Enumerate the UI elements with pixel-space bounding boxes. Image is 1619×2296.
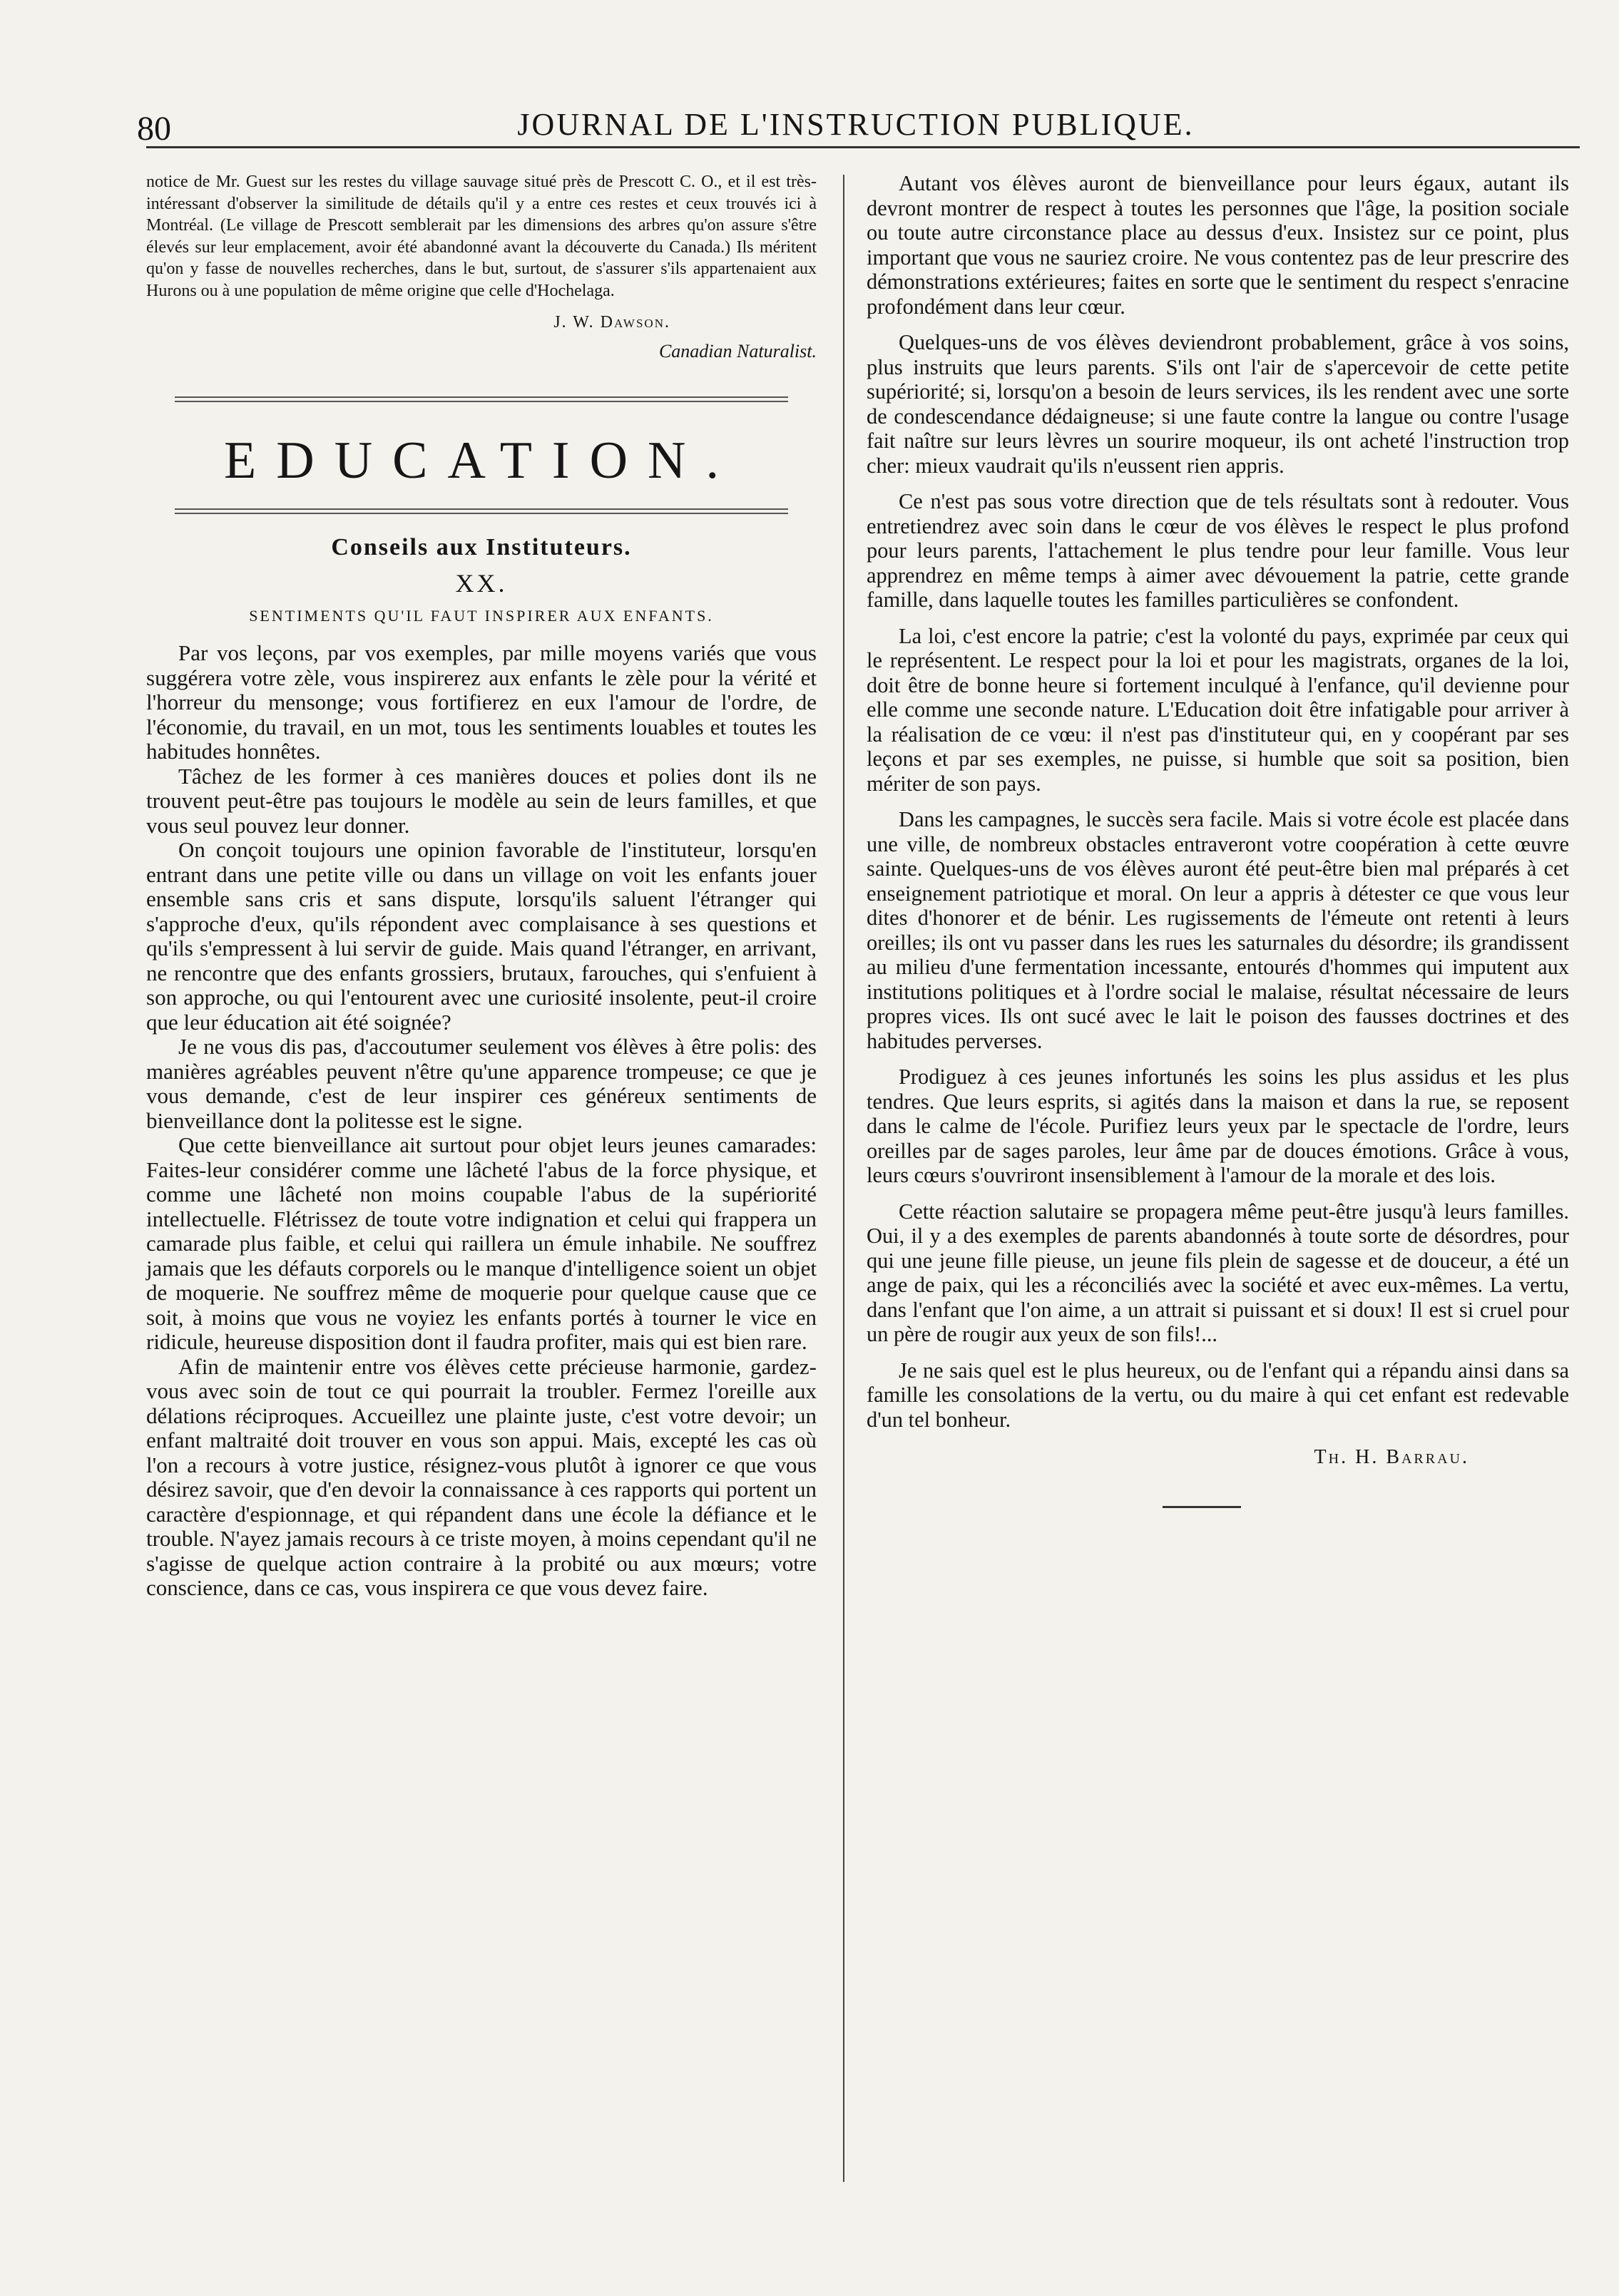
page-header (0, 96, 1619, 160)
section-rule-bottom (175, 508, 788, 514)
paragraph: Prodiguez à ces jeunes infortunés les soins les plus assidus et les plus tendres. Que leurs esprits, si agités dans la maison et dans la rue, se reposent dans le calme de l'école. Purifiez leurs yeux par le spectacle de l'ordre, leurs oreilles par de sages paroles, leur âme par de douces émotions. Grâce à vous, leurs cœurs s'ouvriront insensiblement à l'amour de la morale et des lois. (867, 1065, 1569, 1187)
paragraph: Ce n'est pas sous votre direction que de tels résultats sont à redouter. Vous entretiendrez avec soin dans le cœur de vos élèves le respect le plus profond pour leurs parents, l'attachement le plus tendre pour leur famille. Vous leur apprendrez en même temps à aimer avec dévouement la patrie, cette grande famille, dans laquelle toutes les familles particulières se confondent. (867, 489, 1569, 612)
prior-article-text: notice de Mr. Guest sur les restes du village sauvage situé près de Prescott C. O., et il est très-intéressant d'observer la similitude de détails qu'il y a entre ces restes et ceux trouvés ici à Montréal. (Le village de Prescott semblerait par les dimensions des arbres qu'on assure s'être élevés sur leur emplacement, avoir été abandonné avant la découverte du Canada.) Ils méritent qu'on y fasse de nouvelles recherches, dans le but, surtout, de s'assurer s'ils appartenaient aux Hurons ou à une population de même origine que celle d'Hochelaga. (146, 173, 817, 300)
paragraph: Je ne vous dis pas, d'accoutumer seulement vos élèves à être polis: des manières agréables peuvent n'être qu'une apparence trompeuse; ce que je vous demande, c'est de leur inspirer ces généreux sentiments de bienveillance dont la politesse est le signe. (146, 1034, 817, 1133)
paragraph: Cette réaction salutaire se propagera même peut-être jusqu'à leurs familles. Oui, il y a des exemples de parents abandonnés à toute sorte de désordres, pour qui une jeune fille pieuse, un jeune fils plein de sagesse et de douceur, a été un ange de paix, qui les a réconciliés avec la société et avec eux-mêmes. La vertu, dans l'enfant que l'on aime, a un attrait si puissant et si doux! Il est si cruel pour un père de rougir aux yeux de son fils!... (867, 1199, 1569, 1346)
article-subtitle: SENTIMENTS QU'IL FAUT INSPIRER AUX ENFANTS. (249, 607, 714, 625)
paragraph: Autant vos élèves auront de bienveillance pour leurs égaux, autant ils devront montrer de respect à toutes les personnes que l'âge, la position sociale ou toute autre circonstance place au dessus d'eux. Insistez sur ce point, plus important que vous ne sauriez croire. Ne vous contentez pas de leur prescrire des démonstrations extérieures; faites en sorte que le sentiment du respect s'enracine profondément dans leur cœur. (867, 171, 1569, 319)
paragraph: Que cette bienveillance ait surtout pour objet leurs jeunes camarades: Faites-leur considérer comme une lâcheté l'abus de la force physique, et comme une lâcheté non moins coupable l'abus de la supériorité intellectuelle. Flétrissez de toute votre indignation et celui qui frappera un camarade plus faible, et celui qui raillera un émule inhabile. Ne souffrez jamais que les défauts corporels ou le manque d'intelligence soient un objet de moquerie. Ne souffrez même de moquerie pour quelque cause que ce soit, à moins que vous ne voyiez les enfants portés à tourner le vice en ridicule, heureuse disposition dont il faudra profiter, mais qui est bien rare. (146, 1132, 817, 1354)
left-column (146, 171, 817, 1601)
right-column (867, 171, 1569, 1508)
page-number: 80 (137, 110, 171, 148)
article-author: Th. H. Barrau. (1314, 1446, 1469, 1468)
paragraph: Afin de maintenir entre vos élèves cette précieuse harmonie, gardez-vous avec soin de tout ce qui pourrait la troubler. Fermez l'oreille aux délations réciproques. Accueillez une plainte juste, c'est votre devoir; un enfant maltraité doit trouver en vous son appui. Mais, excepté les cas où l'on a recours à votre justice, résignez-vous plutôt à ignorer ce que vous désirez savoir, que d'en devoir la connaissance à ces rapports qui portent un caractère d'espionnage, et qui répandent dans une école la défiance et le trouble. N'ayez jamais recours à ce triste moyen, à moins cependant qu'il ne s'agisse de quelque action contraire à la probité ou aux mœurs; votre conscience, dans ce cas, vous inspirera ce que vous devez faire. (146, 1353, 817, 1600)
running-title: JOURNAL DE L'INSTRUCTION PUBLIQUE. (517, 107, 1195, 142)
header-rule (146, 146, 1580, 148)
end-rule (1163, 1506, 1241, 1508)
paragraph: On conçoit toujours une opinion favorable de l'instituteur, lorsqu'en entrant dans une petite ville ou dans un village on voit les enfants jouer ensemble sans cris et sans dispute, lorsqu'ils saluent l'étranger qui s'approche d'eux, qu'ils répondent avec complaisance à ses questions et qu'ils s'empressent à lui servir de guide. Mais quand l'étranger, en arrivant, ne rencontre que des enfants grossiers, brutaux, farouches, qui s'enfuient à son approche, ou qui l'entourent avec une curiosité insolente, peut-il croire que leur éducation ait été soignée? (146, 837, 817, 1035)
paragraph: Tâchez de les former à ces manières douces et polies dont ils ne trouvent peut-être pas toujours le modèle au sein de leurs familles, et que vous seul pouvez leur donner. (146, 763, 817, 838)
paragraph: Par vos leçons, par vos exemples, par mille moyens variés que vous suggérera votre zèle, vous inspirerez aux enfants le zèle pour la vérité et l'horreur du mensonge; vous fortifierez en eux l'amour de l'ordre, de l'économie, du travail, en un mot, tous les sentiments louables et toutes les habitudes honnêtes. (146, 640, 817, 764)
article-title: Conseils aux Instituteurs. (331, 534, 632, 560)
column-divider (843, 175, 844, 2182)
paragraph: Quelques-uns de vos élèves deviendront probablement, grâce à vos soins, plus instruits que leurs parents. S'ils ont l'air de s'apercevoir de cette petite supériorité; si, lorsqu'on a besoin de leurs services, ils les rendent avec une sorte de condescendance dédaigneuse; si une faute contre la langue ou contre l'usage fait naître sur leurs lèvres un sourire moqueur, ils ont acheté l'instruction trop cher: mieux vaudrait qu'ils n'eussent rien appris. (867, 330, 1569, 478)
paragraph: Dans les campagnes, le succès sera facile. Mais si votre école est placée dans une ville, de nombreux obstacles entraveront votre coopération à cette œuvre sainte. Quelques-uns de vos élèves auront été peut-être bien mal préparés à cet enseignement patriotique et moral. On leur a appris à détester ce que vous leur dites d'honorer et de bénir. Les rugissements de l'émeute ont retenti à leurs oreilles; ils ont vu passer dans les rues les saturnales du désordre; ils grandissent au milieu d'une fermentation incessante, entourés d'hommes qui imputent aux institutions politiques et à l'ordre social le malaise, résultat nécessaire de leurs propres vices. Ils ont sucé avec le lait le poison des fausses doctrines et des habitudes perverses. (867, 807, 1569, 1053)
paragraph: La loi, c'est encore la patrie; c'est la volonté du pays, exprimée par ceux qui le représentent. Le respect pour la loi et pour les magistrats, organes de la loi, doit être de bonne heure si fortement inculqué à l'enfance, qu'il devienne pour elle comme une seconde nature. L'Education doit être infatigable pour arriver à la réalisation de ce vœu: il n'est pas d'instituteur qui, en y coopérant par ses leçons et par ses exemples, ne puisse, si humble que soit sa position, bien mériter de son pays. (867, 623, 1569, 796)
paragraph: Je ne sais quel est le plus heureux, ou de l'enfant qui a répandu ainsi dans sa famille les consolations de la vertu, ou du maire à qui cet enfant est redevable d'un tel bonheur. (867, 1358, 1569, 1432)
section-rule-top (175, 396, 788, 402)
prior-article-source: Canadian Naturalist. (658, 341, 817, 362)
prior-article-signature: J. W. Dawson. (553, 313, 670, 332)
section-title: EDUCATION. (224, 431, 739, 490)
article-number: XX. (455, 569, 508, 598)
